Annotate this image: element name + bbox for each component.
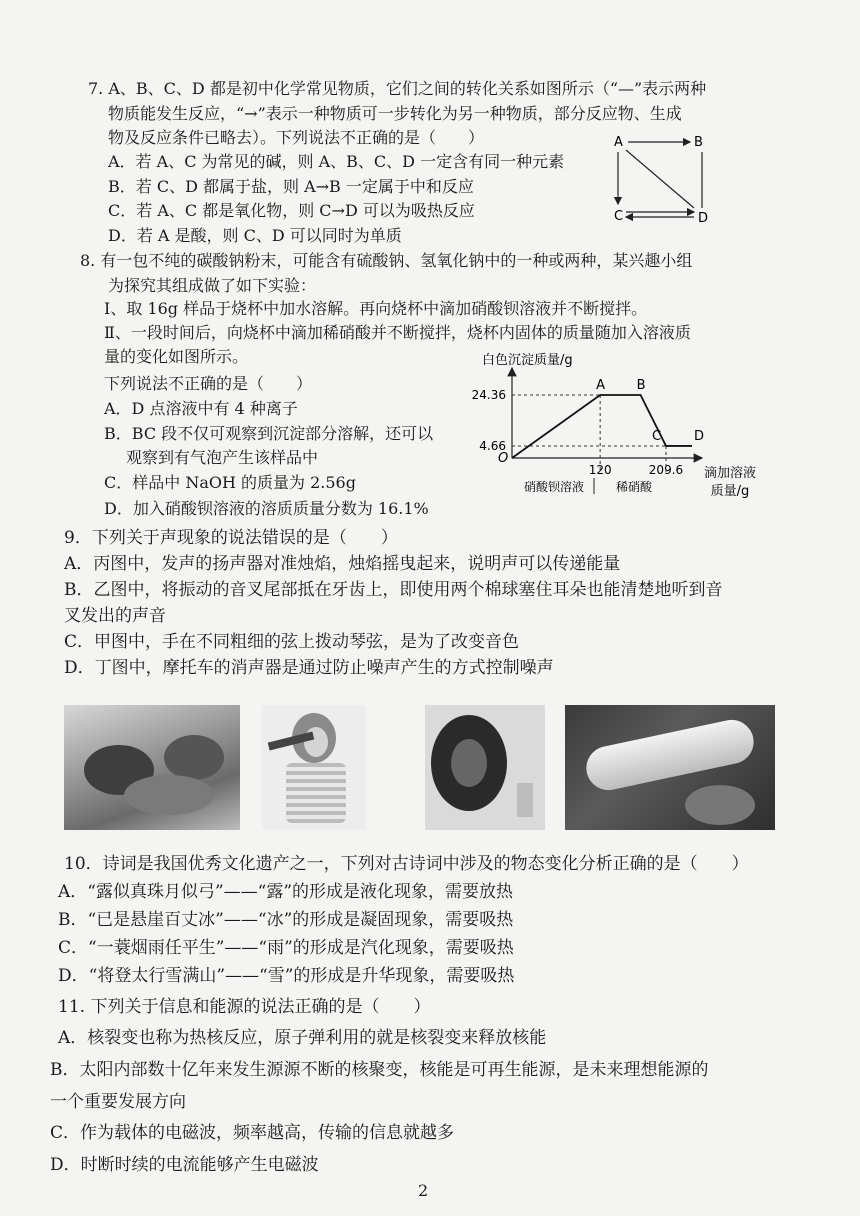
diagram-node-a: A <box>614 135 623 150</box>
q7-stem-line-3: 物及反应条件已略去）。下列说法不正确的是（ ） <box>108 128 485 147</box>
q7-stem-line-1: 7. A、B、C、D 都是初中化学常见物质，它们之间的转化关系如图所示（“—”表示两种 <box>88 79 707 98</box>
chart-series-line <box>512 395 692 458</box>
q10-option-c[interactable]: C．“一蓑烟雨任平生”——“雨”的形成是汽化现象，需要吸热 <box>58 938 514 958</box>
q11-option-b-line-2[interactable]: 一个重要发展方向 <box>50 1092 186 1112</box>
chart-x-axis-label-line-1: 滴加溶液 <box>703 466 757 481</box>
q8-step-2-line-1: Ⅱ、一段时间后，向烧杯中滴加稀硝酸并不断搅拌，烧杯内固体的质量随加入溶液质 <box>104 323 691 342</box>
q7-option-a[interactable]: A．若 A、C 为常见的碱，则 A、B、C、D 一定含有同一种元素 <box>108 152 565 171</box>
chart-segment-label-barium-nitrate: 硝酸钡溶液 <box>523 480 585 494</box>
chart-x-tick-120: 120 <box>588 463 612 477</box>
q10-option-d[interactable]: D．“将登太行雪满山”——“雪”的形成是升华现象，需要吸热 <box>58 966 515 986</box>
q7-relation-diagram <box>608 128 720 228</box>
q9-option-c[interactable]: C．甲图中，手在不同粗细的弦上拨动琴弦，是为了改变音色 <box>64 632 520 652</box>
q8-prompt: 下列说法不正确的是（ ） <box>104 374 313 393</box>
chart-x-axis-label-line-2: 质量/g <box>710 484 750 499</box>
q11-option-c[interactable]: C．作为载体的电磁波，频率越高，传输的信息就越多 <box>50 1123 455 1143</box>
chart-point-label-d: D <box>694 428 705 444</box>
diagram-node-c: C <box>614 209 624 224</box>
q7-stem-line-2: 物质能发生反应，“→”表示一种物质可一步转化为另一种物质，部分反应物、生成 <box>108 104 682 123</box>
q8-option-c[interactable]: C．样品中 NaOH 的质量为 2.56g <box>104 473 356 492</box>
q7-option-b[interactable]: B．若 C、D 都属于盐，则 A→B 一定属于中和反应 <box>108 177 474 196</box>
chart-point-label-c: C <box>651 428 662 444</box>
q8-precipitate-chart <box>462 348 792 508</box>
q9-option-d[interactable]: D．丁图中，摩托车的消声器是通过防止噪声产生的方式控制噪声 <box>64 658 554 678</box>
line-a-d <box>626 150 694 208</box>
chart-point-label-b: B <box>636 378 646 393</box>
photo-ding-motorcycle-muffler <box>565 705 775 830</box>
q11-option-d[interactable]: D．时断时续的电流能够产生电磁波 <box>50 1155 319 1175</box>
q7-option-d[interactable]: D．若 A 是酸，则 C、D 可以同时为单质 <box>108 226 402 245</box>
q8-option-b-line-2[interactable]: 观察到有气泡产生该样品中 <box>126 448 319 467</box>
chart-point-label-a: A <box>596 378 606 393</box>
q9-option-b-line-2[interactable]: 叉发出的声音 <box>64 606 166 626</box>
photo-yi-tuning-fork <box>262 705 366 830</box>
q11-option-b-line-1[interactable]: B．太阳内部数十亿年来发生源源不断的核聚变，核能是可再生能源，是未来理想能源的 <box>50 1060 709 1080</box>
photo-bing-speaker-candle <box>425 705 545 830</box>
chart-origin-label: O <box>498 451 509 466</box>
q9-stem: 9．下列关于声现象的说法错误的是（ ） <box>64 528 398 548</box>
q9-option-b-line-1[interactable]: B．乙图中，将振动的音叉尾部抵在牙齿上，即使用两个棉球塞住耳朵也能清楚地听到音 <box>64 580 723 600</box>
chart-segment-label-nitric-acid: 稀硝酸 <box>615 480 653 494</box>
chart-x-tick-209-6: 209.6 <box>648 463 684 477</box>
chart-y-tick-24-36: 24.36 <box>471 388 506 402</box>
page-number: 2 <box>418 1181 429 1200</box>
q8-option-b-line-1[interactable]: B．BC 段不仅可观察到沉淀部分溶解，还可以 <box>104 424 434 443</box>
q8-option-d[interactable]: D．加入硝酸钡溶液的溶质质量分数为 16.1% <box>104 499 429 518</box>
q10-option-b[interactable]: B．“已是悬崖百丈冰”——“冰”的形成是凝固现象，需要吸热 <box>58 910 514 930</box>
q10-option-a[interactable]: A．“露似真珠月似弓”——“露”的形成是液化现象，需要放热 <box>58 882 514 902</box>
chart-y-axis-label: 白色沉淀质量/g <box>482 353 573 368</box>
q8-stem-line-1: 8. 有一包不纯的碳酸钠粉末，可能含有硫酸钠、氢氧化钠中的一种或两种，某兴趣小组 <box>80 251 693 270</box>
diagram-node-d: D <box>698 211 709 226</box>
q10-stem: 10．诗词是我国优秀文化遗产之一，下列对古诗词中涉及的物态变化分析正确的是（ ） <box>64 854 749 874</box>
diagram-node-b: B <box>694 135 703 150</box>
q8-step-1: Ⅰ、取 16g 样品于烧杯中加水溶解。再向烧杯中滴加硝酸钡溶液并不断搅拌。 <box>104 299 648 318</box>
q11-stem: 11. 下列关于信息和能源的说法正确的是（ ） <box>58 997 431 1017</box>
chart-y-tick-4-66: 4.66 <box>479 438 506 453</box>
q8-step-2-line-2: 量的变化如图所示。 <box>104 347 249 366</box>
photo-jia-string-instrument <box>64 705 240 830</box>
q7-option-c[interactable]: C．若 A、C 都是氧化物，则 C→D 可以为吸热反应 <box>108 201 475 220</box>
q8-option-a[interactable]: A．D 点溶液中有 4 种离子 <box>104 399 298 418</box>
q9-option-a[interactable]: A．丙图中，发声的扬声器对准烛焰，烛焰摇曳起来，说明声可以传递能量 <box>64 554 621 574</box>
q8-stem-line-2: 为探究其组成做了如下实验： <box>108 276 317 295</box>
q11-option-a[interactable]: A．核裂变也称为热核反应，原子弹利用的就是核裂变来释放核能 <box>58 1028 547 1048</box>
